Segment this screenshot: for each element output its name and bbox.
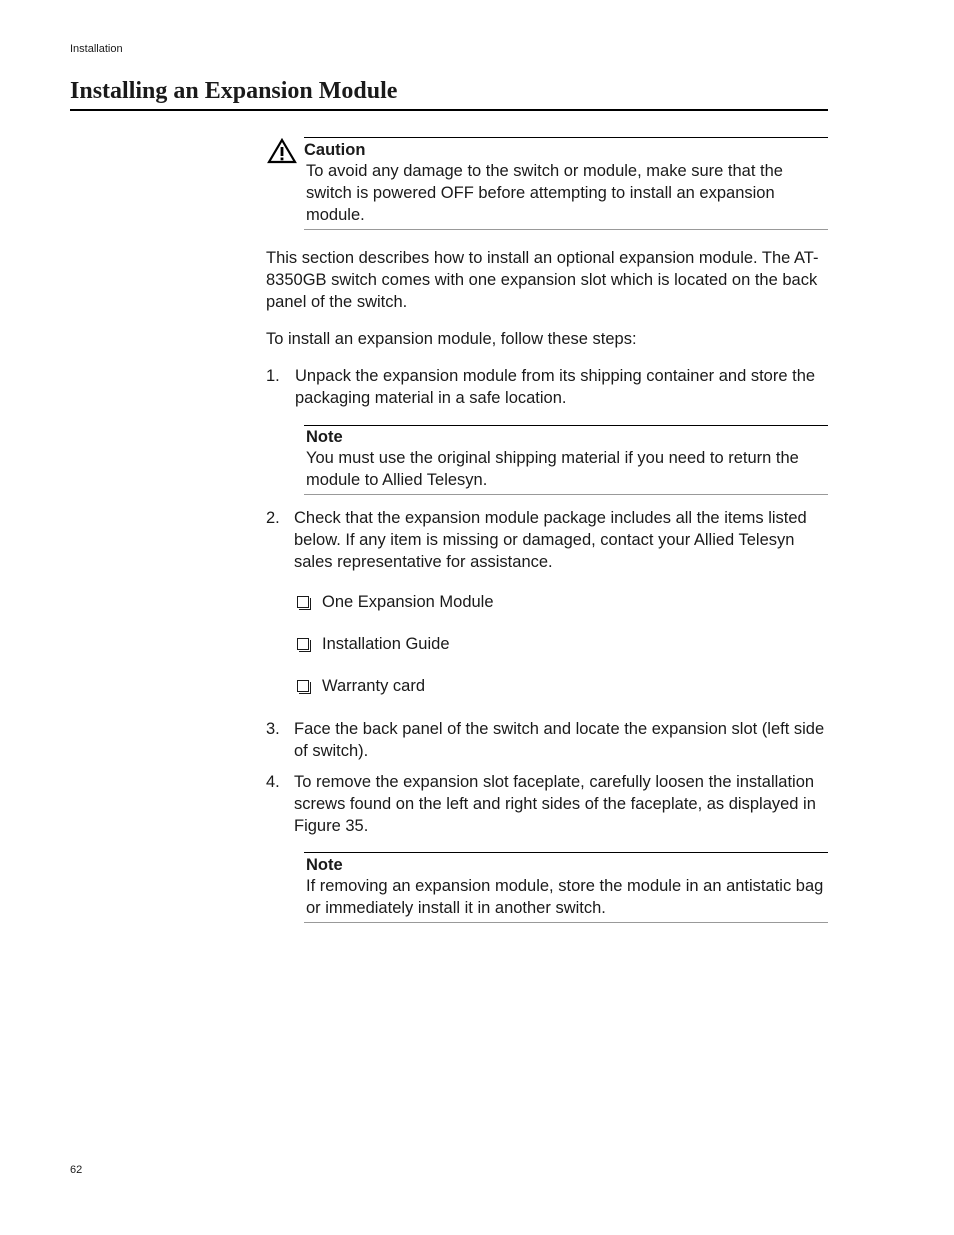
checklist-label: Warranty card	[322, 677, 425, 695]
warning-triangle-icon	[267, 138, 297, 164]
step-number: 3.	[266, 720, 280, 738]
step-text: To remove the expansion slot faceplate, carefully loosen the installation screws found on the left and right sides of the faceplate, as displayed in Figure 35.	[294, 773, 816, 835]
checklist-label: One Expansion Module	[322, 593, 494, 611]
note-box	[304, 852, 828, 923]
note-text: You must use the original shipping material if you need to return the module to Allied Telesyn.	[306, 449, 799, 489]
note-box	[304, 425, 828, 495]
step-number: 2.	[266, 509, 280, 527]
page-title: Installing an Expansion Module	[70, 76, 828, 111]
caution-title: Caution	[304, 141, 366, 159]
running-header: Installation	[70, 43, 123, 55]
page-number: 62	[70, 1164, 83, 1176]
step-text: Face the back panel of the switch and locate the expansion slot (left side of switch).	[294, 720, 825, 760]
note-text: If removing an expansion module, store the module in an antistatic bag or immediately install it in another switch.	[306, 877, 824, 917]
note-title: Note	[306, 856, 343, 874]
checkbox-icon	[297, 680, 309, 692]
caution-box	[304, 137, 828, 230]
checklist-label: Installation Guide	[322, 635, 450, 653]
steps-lead-in: To install an expansion module, follow these steps:	[266, 330, 637, 348]
intro-paragraph: This section describes how to install an optional expansion module. The AT-8350GB switch comes with one expansion slot which is located on the back panel of the switch.	[266, 249, 819, 311]
checkbox-icon	[297, 638, 309, 650]
step-number: 4.	[266, 773, 280, 791]
caution-text: To avoid any damage to the switch or module, make sure that the switch is powered OFF before attempting to install an expansion module.	[306, 162, 783, 224]
step-text: Unpack the expansion module from its shipping container and store the packaging material in a safe location.	[295, 367, 816, 407]
checkbox-icon	[297, 596, 309, 608]
step-number: 1.	[266, 367, 280, 385]
note-title: Note	[306, 428, 343, 446]
step-text: Check that the expansion module package includes all the items listed below. If any item is missing or damaged, contact your Allied Telesyn sales representative for assistance.	[294, 509, 807, 571]
